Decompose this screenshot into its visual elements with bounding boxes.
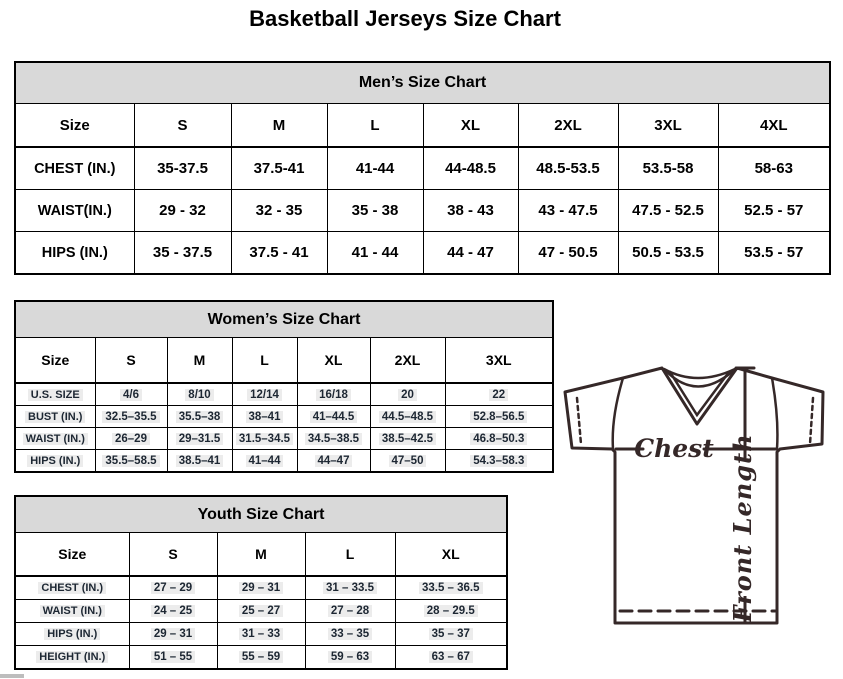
size-column-header: XL xyxy=(395,533,507,577)
table-row xyxy=(15,623,507,646)
cell-value: 4/6 xyxy=(95,383,167,406)
size-column-header: 3XL xyxy=(445,338,553,384)
cell-value: 41 - 44 xyxy=(327,232,423,275)
cell-value: 38–41 xyxy=(232,406,297,428)
cell-value: 41–44.5 xyxy=(297,406,370,428)
cell-value: 37.5 - 41 xyxy=(231,232,327,275)
cell-value: 27 – 28 xyxy=(305,600,395,623)
cell-value: 52.5 - 57 xyxy=(718,190,830,232)
cell-value: 16/18 xyxy=(297,383,370,406)
size-column-header: L xyxy=(232,338,297,384)
cell-value: 38.5–42.5 xyxy=(370,428,445,450)
cell-value: 51 – 55 xyxy=(129,646,217,670)
cell-value: 32 - 35 xyxy=(231,190,327,232)
row-label: WAIST(IN.) xyxy=(15,190,134,232)
chest-label: Chest xyxy=(634,434,714,463)
table-title: Women’s Size Chart xyxy=(15,301,553,338)
women-size-table xyxy=(14,300,554,473)
cell-value: 44-48.5 xyxy=(423,147,518,190)
cell-value: 35.5–38 xyxy=(167,406,232,428)
cell-value: 31 – 33.5 xyxy=(305,576,395,600)
size-column-header: XL xyxy=(297,338,370,384)
size-label-header: Size xyxy=(15,338,95,384)
size-label-header: Size xyxy=(15,104,134,148)
cell-value: 38 - 43 xyxy=(423,190,518,232)
row-label: HEIGHT (IN.) xyxy=(15,646,129,670)
cell-value: 27 – 29 xyxy=(129,576,217,600)
cell-value: 44 - 47 xyxy=(423,232,518,275)
cell-value: 37.5-41 xyxy=(231,147,327,190)
cell-value: 58-63 xyxy=(718,147,830,190)
cell-value: 41–44 xyxy=(232,450,297,473)
cell-value: 47.5 - 52.5 xyxy=(618,190,718,232)
table-row xyxy=(15,450,553,473)
cell-value: 41-44 xyxy=(327,147,423,190)
size-column-header: XL xyxy=(423,104,518,148)
table-row xyxy=(15,383,553,406)
cell-value: 8/10 xyxy=(167,383,232,406)
cell-value: 59 – 63 xyxy=(305,646,395,670)
row-label: BUST (IN.) xyxy=(15,406,95,428)
row-label: CHEST (IN.) xyxy=(15,576,129,600)
size-column-header: 4XL xyxy=(718,104,830,148)
cell-value: 53.5 - 57 xyxy=(718,232,830,275)
cell-value: 48.5-53.5 xyxy=(518,147,618,190)
row-label: WAIST (IN.) xyxy=(15,428,95,450)
cell-value: 38.5–41 xyxy=(167,450,232,473)
cell-value: 35.5–58.5 xyxy=(95,450,167,473)
jersey-outline xyxy=(565,368,823,623)
table-row xyxy=(15,190,830,232)
size-column-header: 2XL xyxy=(518,104,618,148)
cell-value: 33 – 35 xyxy=(305,623,395,646)
cell-value: 35 - 37.5 xyxy=(134,232,231,275)
size-column-header: 3XL xyxy=(618,104,718,148)
cell-value: 32.5–35.5 xyxy=(95,406,167,428)
table-row xyxy=(15,232,830,275)
womens-size-chart xyxy=(14,300,552,473)
cell-value: 50.5 - 53.5 xyxy=(618,232,718,275)
table-row xyxy=(15,147,830,190)
cell-value: 33.5 – 36.5 xyxy=(395,576,507,600)
table-row xyxy=(15,646,507,670)
cell-value: 47–50 xyxy=(370,450,445,473)
size-column-header: L xyxy=(305,533,395,577)
table-title: Men’s Size Chart xyxy=(15,62,830,104)
cell-value: 31 – 33 xyxy=(217,623,305,646)
row-label: WAIST (IN.) xyxy=(15,600,129,623)
table-title: Youth Size Chart xyxy=(15,496,507,533)
cell-value: 43 - 47.5 xyxy=(518,190,618,232)
cell-value: 26–29 xyxy=(95,428,167,450)
page-title: Basketball Jerseys Size Chart xyxy=(249,6,561,31)
size-column-header: S xyxy=(134,104,231,148)
cell-value: 44–47 xyxy=(297,450,370,473)
cell-value: 35-37.5 xyxy=(134,147,231,190)
youth-size-chart xyxy=(14,495,506,670)
row-label: CHEST (IN.) xyxy=(15,147,134,190)
jersey-measurement-diagram xyxy=(550,356,840,651)
cell-value: 54.3–58.3 xyxy=(445,450,553,473)
cell-value: 53.5-58 xyxy=(618,147,718,190)
size-column-header: 2XL xyxy=(370,338,445,384)
cell-value: 20 xyxy=(370,383,445,406)
cell-value: 52.8–56.5 xyxy=(445,406,553,428)
size-column-header: M xyxy=(217,533,305,577)
table-row xyxy=(15,600,507,623)
cell-value: 22 xyxy=(445,383,553,406)
cell-value: 29–31.5 xyxy=(167,428,232,450)
cell-value: 25 – 27 xyxy=(217,600,305,623)
cell-value: 35 – 37 xyxy=(395,623,507,646)
row-label: HIPS (IN.) xyxy=(15,232,134,275)
cell-value: 12/14 xyxy=(232,383,297,406)
youth-size-table xyxy=(14,495,508,670)
cell-value: 29 - 32 xyxy=(134,190,231,232)
cell-value: 35 - 38 xyxy=(327,190,423,232)
cell-value: 24 – 25 xyxy=(129,600,217,623)
table-row xyxy=(15,406,553,428)
men-size-table xyxy=(14,61,831,275)
cell-value: 29 – 31 xyxy=(129,623,217,646)
mens-size-chart xyxy=(14,61,829,275)
table-row xyxy=(15,428,553,450)
size-column-header: M xyxy=(231,104,327,148)
row-label: HIPS (IN.) xyxy=(15,450,95,473)
cell-value: 55 – 59 xyxy=(217,646,305,670)
cell-value: 46.8–50.3 xyxy=(445,428,553,450)
size-column-header: S xyxy=(129,533,217,577)
row-label: U.S. SIZE xyxy=(15,383,95,406)
cell-value: 29 – 31 xyxy=(217,576,305,600)
size-label-header: Size xyxy=(15,533,129,577)
cell-value: 47 - 50.5 xyxy=(518,232,618,275)
row-label: HIPS (IN.) xyxy=(15,623,129,646)
scrollbar-fragment xyxy=(0,674,24,678)
cell-value: 28 – 29.5 xyxy=(395,600,507,623)
jersey-diagram-svg xyxy=(550,356,840,651)
size-column-header: S xyxy=(95,338,167,384)
cell-value: 44.5–48.5 xyxy=(370,406,445,428)
cell-value: 34.5–38.5 xyxy=(297,428,370,450)
size-column-header: M xyxy=(167,338,232,384)
size-column-header: L xyxy=(327,104,423,148)
cell-value: 31.5–34.5 xyxy=(232,428,297,450)
cell-value: 63 – 67 xyxy=(395,646,507,670)
front-length-label: Front Length xyxy=(728,433,757,623)
table-row xyxy=(15,576,507,600)
